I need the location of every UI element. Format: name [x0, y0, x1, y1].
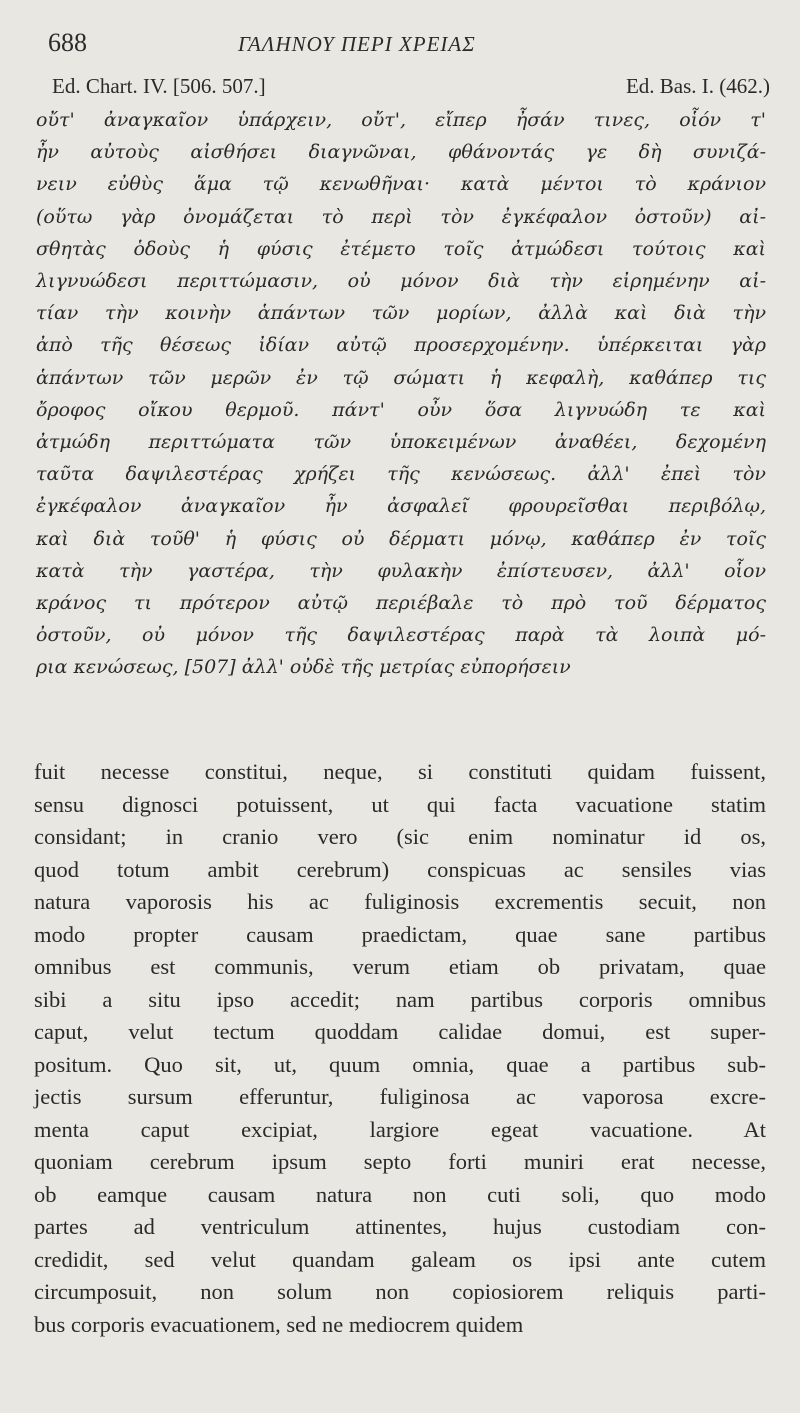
edition-basel-reference: Ed. Bas. I. (462.) — [625, 74, 770, 98]
latin-text-line: circumposuit, non solum non copiosiorem reliquis parti- — [34, 1279, 766, 1304]
greek-text-line: ἀπὸ τῆς θέσεως ἰδίαν αὐτῷ προσερχομένην. ὑπέρκειται γὰρ — [36, 334, 766, 357]
greek-text-line: καὶ διὰ τοῦθ' ἡ φύσις οὐ δέρματι μόνῳ, καθάπερ ἐν τοῖς — [36, 527, 766, 550]
edition-reference-line — [52, 74, 770, 104]
greek-text-line: τίαν τὴν κοινὴν ἁπάντων τῶν μορίων, ἀλλὰ καὶ διὰ τὴν — [36, 302, 766, 325]
greek-text-line: ρια κενώσεως, [507] ἀλλ' οὐδὲ τῆς μετρίας εὐπορήσειν — [36, 656, 571, 679]
greek-text-line: νειν εὐθὺς ἅμα τῷ κενωθῆναι· κατὰ μέντοι τὸ κράνιον — [36, 173, 766, 196]
latin-text-line: jectis sursum efferuntur, fuliginosa ac vaporosa excre- — [34, 1084, 766, 1109]
greek-text-block — [36, 104, 766, 684]
latin-text-line: menta caput excipiat, largiore egeat vacuatione. At — [34, 1116, 766, 1142]
greek-text-line: λιγνυώδεσι περιττώμασιν, οὐ μόνον διὰ τὴν εἰρημένην αἰ- — [36, 270, 766, 293]
latin-text-line: partes ad ventriculum attinentes, hujus custodiam con- — [34, 1214, 766, 1239]
latin-text-line: sibi a situ ipso accedit; nam partibus corporis omnibus — [34, 986, 766, 1012]
greek-text-line: ἐγκέφαλον ἀναγκαῖον ἦν ἀσφαλεῖ φρουρεῖσθαι περιβόλῳ, — [36, 495, 766, 518]
greek-text-line: ὀστοῦν, οὐ μόνον τῆς δαψιλεστέρας παρὰ τὰ λοιπὰ μό- — [36, 624, 766, 647]
page-header — [48, 28, 760, 68]
greek-text-line: ἁπάντων τῶν μερῶν ἐν τῷ σώματι ἡ κεφαλὴ, καθάπερ τις — [36, 366, 766, 389]
greek-text-line: σθητὰς ὁδοὺς ἡ φύσις ἐτέμετο τοῖς ἀτμώδεσι τούτοις καὶ — [36, 237, 766, 260]
greek-text-line: ἀτμώδη περιττώματα τῶν ὑποκειμένων ἀναθέει, δεχομένη — [36, 431, 766, 454]
latin-text-line: modo propter causam praedictam, quae sane partibus — [34, 921, 766, 947]
latin-text-block — [34, 756, 766, 1341]
greek-text-line: κατὰ τὴν γαστέρα, τὴν φυλακὴν ἐπίστευσεν, ἀλλ' οἷον — [36, 559, 766, 582]
latin-text-line: credidit, sed velut quandam galeam os ipsi ante cutem — [34, 1246, 766, 1272]
latin-text-line: quod totum ambit cerebrum) conspicuas ac sensiles vias — [34, 856, 766, 882]
greek-text-line: ἦν αὐτοὺς αἰσθήσει διαγνῶναι, φθάνοντάς γε δὴ συνιζά- — [36, 141, 766, 164]
running-title: ΓΑΛΗΝΟΥ ΠΕΡΙ ΧΡΕΙΑΣ — [238, 32, 476, 56]
latin-text-line: natura vaporosis his ac fuliginosis excrementis secuit, non — [34, 889, 766, 914]
greek-text-line: κράνος τι πρότερον αὐτῷ περιέβαλε τὸ πρὸ τοῦ δέρματος — [36, 592, 766, 615]
edition-chartier-reference: Ed. Chart. IV. [506. 507.] — [52, 74, 266, 98]
latin-text-line: considant; in cranio vero (sic enim nominatur id os, — [34, 824, 766, 849]
latin-text-line: omnibus est communis, verum etiam ob privatam, quae — [34, 954, 766, 979]
latin-text-line: positum. Quo sit, ut, quum omnia, quae a partibus sub- — [34, 1051, 766, 1077]
latin-text-line: sensu dignosci potuissent, ut qui facta vacuatione statim — [34, 791, 766, 817]
greek-text-line: ταῦτα δαψιλεστέρας χρήζει τῆς κενώσεως. ἀλλ' ἐπεὶ τὸν — [36, 463, 766, 486]
greek-text-line: ὄροφος οἴκου θερμοῦ. πάντ' οὖν ὅσα λιγνυώδη τε καὶ — [36, 398, 766, 421]
latin-text-line: quoniam cerebrum ipsum septo forti muniri erat necesse, — [34, 1149, 766, 1174]
greek-text-line: οὔτ' ἀναγκαῖον ὑπάρχειν, οὔτ', εἴπερ ἦσάν τινες, οἷόν τ' — [36, 109, 766, 131]
latin-text-line: ob eamque causam natura non cuti soli, quo modo — [34, 1181, 766, 1207]
greek-text-line: (οὕτω γὰρ ὀνομάζεται τὸ περὶ τὸν ἐγκέφαλον ὀστοῦν) αἰ- — [36, 205, 766, 228]
latin-text-line: fuit necesse constitui, neque, si constituti quidam fuissent, — [34, 759, 766, 784]
page-number: 688 — [48, 28, 87, 57]
latin-text-line: bus corporis evacuationem, sed ne mediocrem quidem — [34, 1311, 524, 1337]
latin-text-line: caput, velut tectum quoddam calidae domui, est super- — [34, 1019, 766, 1044]
